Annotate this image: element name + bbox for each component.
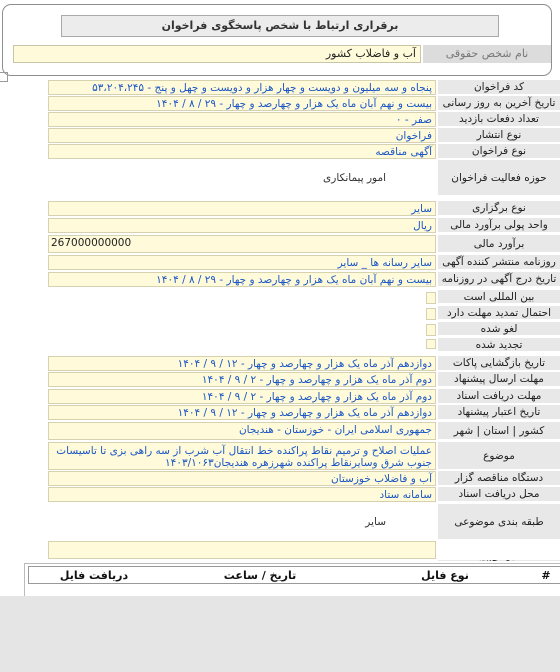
- field-row: [0, 218, 560, 233]
- contact-panel: [2, 4, 552, 76]
- field-label: [438, 541, 560, 559]
- field-value[interactable]: آگهی مناقصه: [48, 144, 436, 159]
- field-checkbox[interactable]: [426, 324, 436, 336]
- field-value[interactable]: ۱۴۰۴ / ۸ / ۲۹ - بیست و نهم آبان ماه یک هزار و چهارصد و چهار: [48, 96, 436, 111]
- field-row: [0, 272, 560, 287]
- attach-col-date: تاریخ / ساعت: [223, 569, 297, 582]
- attach-col-index: #: [541, 569, 551, 582]
- field-row: [0, 442, 560, 470]
- field-label: تاریخ اعتبار پیشنهاد: [438, 405, 560, 420]
- field-row: [0, 338, 560, 352]
- field-value[interactable]: ۱۴۰۴ / ۹ / ۱۲ - دوازدهم آذر ماه یک هزار و چهارصد و چهار: [48, 405, 436, 420]
- org-name-field[interactable]: آب و فاضلاب کشور: [13, 45, 421, 63]
- field-value[interactable]: ۰ - صفر: [48, 112, 436, 127]
- field-label: دستگاه مناقصه گزار: [438, 471, 560, 486]
- field-label: لغو شده: [438, 322, 560, 336]
- field-checkbox[interactable]: [426, 292, 436, 304]
- field-row: [0, 80, 560, 95]
- field-row: [0, 96, 560, 111]
- field-value[interactable]: فراخوان: [48, 128, 436, 143]
- field-value[interactable]: ۱۴۰۴ / ۹ / ۲ - دوم آذر ماه یک هزار و چهارصد و چهار: [48, 372, 436, 387]
- attachments-header: [28, 566, 560, 584]
- field-row: [0, 128, 560, 143]
- field-label: تعداد دفعات بازدید: [438, 112, 560, 127]
- field-label: تاریخ درج آگهی در روزنامه: [438, 272, 560, 287]
- field-row: [0, 322, 560, 336]
- field-row: [0, 487, 560, 502]
- field-label: بین المللی است: [438, 290, 560, 304]
- field-value[interactable]: جمهوری اسلامی ایران - خوزستان - هندیجان: [48, 422, 436, 440]
- field-label: طبقه بندی موضوعی: [438, 504, 560, 540]
- field-value[interactable]: آب و فاضلاب خوزستان: [48, 471, 436, 486]
- field-checkbox[interactable]: [426, 339, 436, 349]
- field-label: محل دریافت اسناد: [438, 487, 560, 502]
- field-value[interactable]: سامانه ستاد: [48, 487, 436, 502]
- field-label: نوع برگزاری: [438, 201, 560, 216]
- field-label: مهلت ارسال پیشنهاد: [438, 372, 560, 387]
- field-value[interactable]: سایر: [48, 201, 436, 216]
- field-value[interactable]: ۵۳،۲۰۴،۲۴۵ - پنجاه و سه میلیون و دویست و چهار هزار و دویست و چهل و پنج: [48, 80, 436, 95]
- field-value[interactable]: امور پیمانکاری: [48, 160, 436, 196]
- field-row: [0, 541, 560, 559]
- field-row: [0, 290, 560, 304]
- field-row: [0, 235, 560, 253]
- field-label: تاریخ آخرین به روز رسانی: [438, 96, 560, 111]
- field-label: مهلت دریافت اسناد: [438, 389, 560, 404]
- field-row: [0, 144, 560, 159]
- field-label: برآورد مالی: [438, 235, 560, 253]
- field-row: [0, 255, 560, 270]
- field-label: احتمال تمدید مهلت دارد: [438, 306, 560, 320]
- field-value[interactable]: ۱۴۰۴ / ۹ / ۱۲ - دوازدهم آذر ماه یک هزار و چهارصد و چهار: [48, 356, 436, 371]
- field-label: تاریخ بازگشایی پاکات: [438, 356, 560, 371]
- field-value[interactable]: سایر رسانه ها _ سایر: [48, 255, 436, 270]
- field-row: [0, 422, 560, 440]
- field-label: کشور | استان | شهر: [438, 422, 560, 440]
- field-row: [0, 372, 560, 387]
- field-row: [0, 560, 560, 562]
- attach-col-receive: دریافت فایل: [59, 569, 129, 582]
- field-row: [0, 306, 560, 320]
- field-value[interactable]: عملیات اصلاح و ترمیم نقاط پراکنده خط انتقال آب شرب از سه راهی بزی تا تاسیسات جنوب شرق وسایرنقاط پراکنده شهرزهره هندیجان۱۴۰۳/۱۰۶۳: [48, 442, 436, 470]
- attach-col-type: نوع فایل: [421, 569, 469, 582]
- field-row: [0, 112, 560, 127]
- field-value[interactable]: [48, 541, 436, 559]
- field-row: [0, 389, 560, 404]
- field-label: نوع انتشار: [438, 128, 560, 143]
- field-value[interactable]: ریال: [48, 218, 436, 233]
- field-label: حوزه فعالیت فراخوان: [438, 160, 560, 196]
- field-row: [0, 471, 560, 486]
- field-value[interactable]: سایر: [48, 504, 436, 540]
- field-value[interactable]: ۱۴۰۴ / ۹ / ۲ - دوم آذر ماه یک هزار و چهارصد و چهار: [48, 389, 436, 404]
- field-label: تجدید شده: [438, 338, 560, 352]
- field-value[interactable]: ۱۴۰۴ / ۸ / ۲۹ - بیست و نهم آبان ماه یک هزار و چهارصد و چهار: [48, 272, 436, 287]
- page-footer-area: [0, 596, 560, 672]
- field-label: کد فراخوان: [438, 80, 560, 95]
- field-row: [0, 201, 560, 216]
- field-row: [0, 160, 560, 196]
- field-row: [0, 405, 560, 420]
- field-label: موضوع: [438, 442, 560, 470]
- field-value[interactable]: 267000000000: [48, 235, 436, 253]
- contact-panel-title: برقراری ارتباط با شخص پاسخگوی فراخوان: [61, 15, 499, 37]
- field-label: [438, 560, 560, 562]
- field-checkbox[interactable]: [426, 308, 436, 320]
- field-row: [0, 356, 560, 371]
- field-row: [0, 504, 560, 540]
- field-label: نوع فراخوان: [438, 144, 560, 159]
- org-label: نام شخص حقوقی: [423, 45, 551, 63]
- field-label: روزنامه منتشر کننده آگهی: [438, 255, 560, 270]
- field-label: واحد پولی برآورد مالی: [438, 218, 560, 233]
